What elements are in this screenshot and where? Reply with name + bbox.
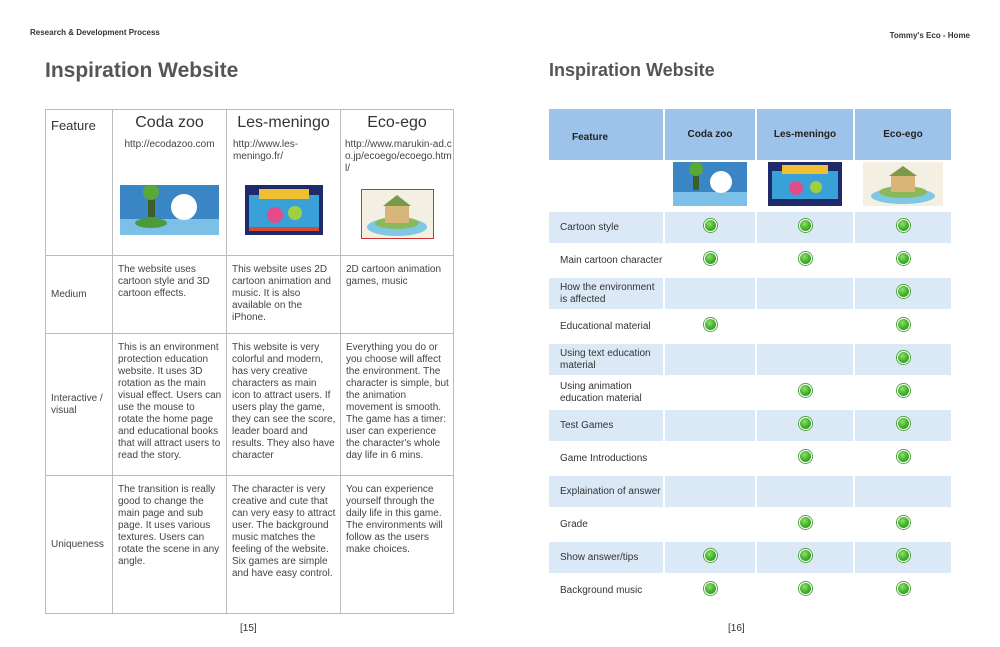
check-cell bbox=[757, 410, 853, 441]
column-title: Les-meningo bbox=[237, 114, 330, 131]
check-mark-icon bbox=[897, 516, 910, 529]
row-label: Medium bbox=[46, 256, 113, 334]
row-label: Using animation education material bbox=[549, 377, 663, 408]
check-cell bbox=[665, 542, 755, 573]
row-label: Background music bbox=[549, 575, 663, 606]
table-row bbox=[549, 245, 951, 276]
coda-zoo-screenshot-thumbnail bbox=[120, 185, 219, 235]
thumbnail-cell bbox=[855, 162, 951, 210]
column-header: Coda zoo bbox=[665, 109, 755, 160]
table-header-row bbox=[46, 110, 454, 256]
check-mark-icon bbox=[897, 351, 910, 364]
column-header: Eco-ego bbox=[855, 109, 951, 160]
table-row bbox=[46, 476, 454, 614]
check-mark-icon bbox=[897, 450, 910, 463]
check-mark-icon bbox=[897, 285, 910, 298]
check-mark-icon bbox=[704, 549, 717, 562]
thumbnail-cell bbox=[665, 162, 755, 210]
les-meningo-screenshot-thumbnail bbox=[245, 185, 323, 235]
table-cell: The transition is really good to change the main page and sub page. It uses various textures. Users can rotate the scene in any angle. bbox=[113, 476, 227, 614]
feature-header: Feature bbox=[46, 110, 113, 256]
site-url: http://www.les-meningo.fr/ bbox=[233, 139, 299, 162]
row-label: Explaination of answer bbox=[549, 476, 663, 507]
check-cell bbox=[757, 344, 853, 375]
check-cell bbox=[665, 344, 755, 375]
les-meningo-screenshot-thumbnail bbox=[768, 162, 842, 206]
table-cell: This is an environment protection education website. It uses 3D rotation as the main visual effect. Users can use the mouse to rotate the home page and educational books that will attract users to read the story. bbox=[113, 334, 227, 476]
check-cell bbox=[665, 278, 755, 309]
check-cell bbox=[757, 509, 853, 540]
check-cell bbox=[665, 476, 755, 507]
check-mark-icon bbox=[897, 549, 910, 562]
check-cell bbox=[665, 410, 755, 441]
blank-cell bbox=[549, 162, 663, 210]
check-cell bbox=[757, 278, 853, 309]
table-row bbox=[46, 256, 454, 334]
check-cell bbox=[855, 443, 951, 474]
row-label: Show answer/tips bbox=[549, 542, 663, 573]
row-label: Grade bbox=[549, 509, 663, 540]
check-cell bbox=[855, 212, 951, 243]
check-mark-icon bbox=[897, 318, 910, 331]
site-url: http://www.marukin-ad.co.jp/ecoego/ecoego.html/ bbox=[345, 139, 452, 174]
eco-ego-screenshot-thumbnail bbox=[361, 189, 434, 239]
column-eco-ego bbox=[341, 110, 454, 256]
check-mark-icon bbox=[799, 417, 812, 430]
left-page-number: [15] bbox=[240, 623, 257, 634]
check-mark-icon bbox=[704, 219, 717, 232]
comparison-check-table bbox=[547, 107, 953, 608]
check-cell bbox=[665, 575, 755, 606]
check-cell bbox=[757, 245, 853, 276]
table-row bbox=[549, 575, 951, 606]
check-mark-icon bbox=[897, 582, 910, 595]
table-cell: You can experience yourself through the daily life in this game. The environments will follow as the users make choices. bbox=[341, 476, 454, 614]
check-cell bbox=[855, 377, 951, 408]
table-row bbox=[549, 443, 951, 474]
check-mark-icon bbox=[799, 450, 812, 463]
table-cell: The character is very creative and cute that can very easy to attract user. The background music matches the feeling of the website. Six games are simple and have easy control. bbox=[227, 476, 341, 614]
check-cell bbox=[665, 509, 755, 540]
table-row bbox=[549, 542, 951, 573]
check-cell bbox=[855, 278, 951, 309]
row-label: Using text education material bbox=[549, 344, 663, 375]
table-cell: This website is very colorful and modern, has very creative characters as main icon to attract users. If users play the game, they can see the score, leader board and results. They also have character bbox=[227, 334, 341, 476]
check-mark-icon bbox=[799, 516, 812, 529]
coda-zoo-screenshot-thumbnail bbox=[673, 162, 747, 206]
row-label: Interactive / visual bbox=[46, 334, 113, 476]
check-mark-icon bbox=[704, 318, 717, 331]
check-cell bbox=[855, 575, 951, 606]
table-row bbox=[549, 344, 951, 375]
check-cell bbox=[665, 443, 755, 474]
check-cell bbox=[855, 311, 951, 342]
left-running-header: Research & Development Process bbox=[30, 28, 160, 37]
table-header-row bbox=[549, 109, 951, 160]
check-cell bbox=[665, 245, 755, 276]
check-cell bbox=[757, 542, 853, 573]
check-mark-icon bbox=[897, 417, 910, 430]
table-row bbox=[549, 476, 951, 507]
column-title: Eco-ego bbox=[367, 114, 427, 131]
table-row bbox=[549, 377, 951, 408]
check-mark-icon bbox=[799, 582, 812, 595]
site-url: http://ecodazoo.com bbox=[124, 139, 215, 150]
left-page-title: Inspiration Website bbox=[45, 59, 239, 82]
check-cell bbox=[665, 311, 755, 342]
check-mark-icon bbox=[897, 384, 910, 397]
row-label: How the environment is affected bbox=[549, 278, 663, 309]
row-label: Main cartoon character bbox=[549, 245, 663, 276]
check-cell bbox=[855, 509, 951, 540]
check-cell bbox=[855, 410, 951, 441]
right-page-number: [16] bbox=[728, 623, 745, 634]
check-cell bbox=[855, 344, 951, 375]
column-header: Les-meningo bbox=[757, 109, 853, 160]
row-label: Educational material bbox=[549, 311, 663, 342]
eco-ego-screenshot-thumbnail bbox=[863, 162, 943, 206]
check-cell bbox=[665, 377, 755, 408]
table-row bbox=[46, 334, 454, 476]
check-cell bbox=[757, 443, 853, 474]
check-mark-icon bbox=[897, 219, 910, 232]
thumbnail-row bbox=[549, 162, 951, 210]
row-label: Cartoon style bbox=[549, 212, 663, 243]
check-cell bbox=[757, 212, 853, 243]
table-row bbox=[549, 410, 951, 441]
column-title: Coda zoo bbox=[135, 114, 204, 131]
table-cell: This website uses 2D cartoon animation and music. It is also available on the iPhone. bbox=[227, 256, 341, 334]
row-label: Test Games bbox=[549, 410, 663, 441]
table-cell: The website uses cartoon style and 3D cartoon effects. bbox=[113, 256, 227, 334]
table-cell: Everything you do or you choose will affect the environment. The character is simple, but the animation movement is smooth. The game has a timer: user can experience the character's whole day life in 6 mins. bbox=[341, 334, 454, 476]
table-cell: 2D cartoon animation games, music bbox=[341, 256, 454, 334]
table-row bbox=[549, 278, 951, 309]
comparison-text-table bbox=[45, 109, 454, 614]
check-mark-icon bbox=[799, 252, 812, 265]
table-row bbox=[549, 212, 951, 243]
right-running-header: Tommy's Eco - Home bbox=[889, 31, 970, 40]
check-cell bbox=[757, 377, 853, 408]
check-cell bbox=[665, 212, 755, 243]
check-cell bbox=[855, 542, 951, 573]
check-mark-icon bbox=[704, 252, 717, 265]
check-mark-icon bbox=[704, 582, 717, 595]
check-cell bbox=[757, 311, 853, 342]
right-page-title: Inspiration Website bbox=[549, 60, 715, 80]
thumbnail-cell bbox=[757, 162, 853, 210]
row-label: Game Introductions bbox=[549, 443, 663, 474]
column-coda-zoo bbox=[113, 110, 227, 256]
feature-header: Feature bbox=[549, 109, 663, 160]
table-row bbox=[549, 311, 951, 342]
check-mark-icon bbox=[897, 252, 910, 265]
check-mark-icon bbox=[799, 549, 812, 562]
check-mark-icon bbox=[799, 219, 812, 232]
check-cell bbox=[855, 245, 951, 276]
column-les-meningo bbox=[227, 110, 341, 256]
check-cell bbox=[855, 476, 951, 507]
row-label: Uniqueness bbox=[46, 476, 113, 614]
table-row bbox=[549, 509, 951, 540]
check-cell bbox=[757, 476, 853, 507]
check-cell bbox=[757, 575, 853, 606]
check-mark-icon bbox=[799, 384, 812, 397]
